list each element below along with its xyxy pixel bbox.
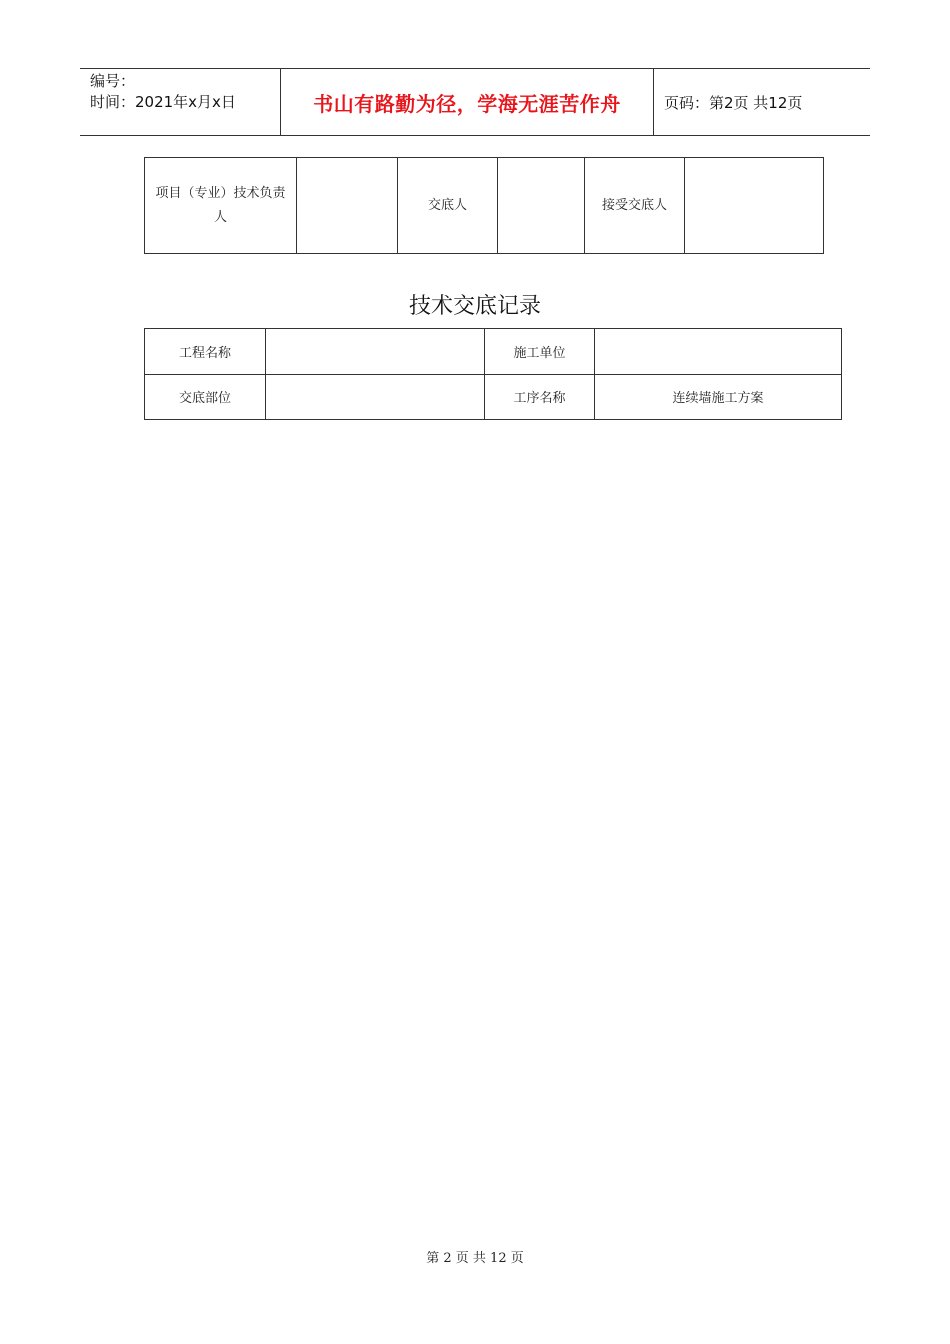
table-row xyxy=(145,329,842,375)
date-label: 时间：2021年x月x日 xyxy=(90,93,236,111)
tech-lead-label: 项目（专业）技术负责人 xyxy=(145,158,297,254)
document-title: 技术交底记录 xyxy=(408,294,541,319)
receiver-value[interactable] xyxy=(685,158,824,254)
header-motto: 书山有路勤为径，学海无涯苦作舟 xyxy=(281,69,654,135)
location-label: 交底部位 xyxy=(145,374,266,420)
signature-table xyxy=(144,157,824,254)
record-table xyxy=(144,328,842,420)
process-name-label: 工序名称 xyxy=(485,374,595,420)
location-value[interactable] xyxy=(266,374,485,420)
construction-unit-label: 施工单位 xyxy=(485,329,595,375)
header-meta xyxy=(80,69,281,135)
receiver-label: 接受交底人 xyxy=(585,158,685,254)
project-name-label: 工程名称 xyxy=(145,329,266,375)
table-row xyxy=(145,374,842,420)
presenter-label: 交底人 xyxy=(398,158,498,254)
presenter-value[interactable] xyxy=(498,158,585,254)
construction-unit-value[interactable] xyxy=(595,329,842,375)
project-name-value[interactable] xyxy=(266,329,485,375)
header-page-number: 页码：第2页 共12页 xyxy=(664,93,803,112)
tech-lead-value[interactable] xyxy=(297,158,398,254)
table-row xyxy=(145,158,824,254)
serial-number-label: 编号： xyxy=(90,72,136,90)
page-header xyxy=(80,68,870,136)
process-name-value[interactable]: 连续墙施工方案 xyxy=(595,374,842,420)
page-footer: 第 2 页 共 12 页 xyxy=(426,1251,524,1266)
